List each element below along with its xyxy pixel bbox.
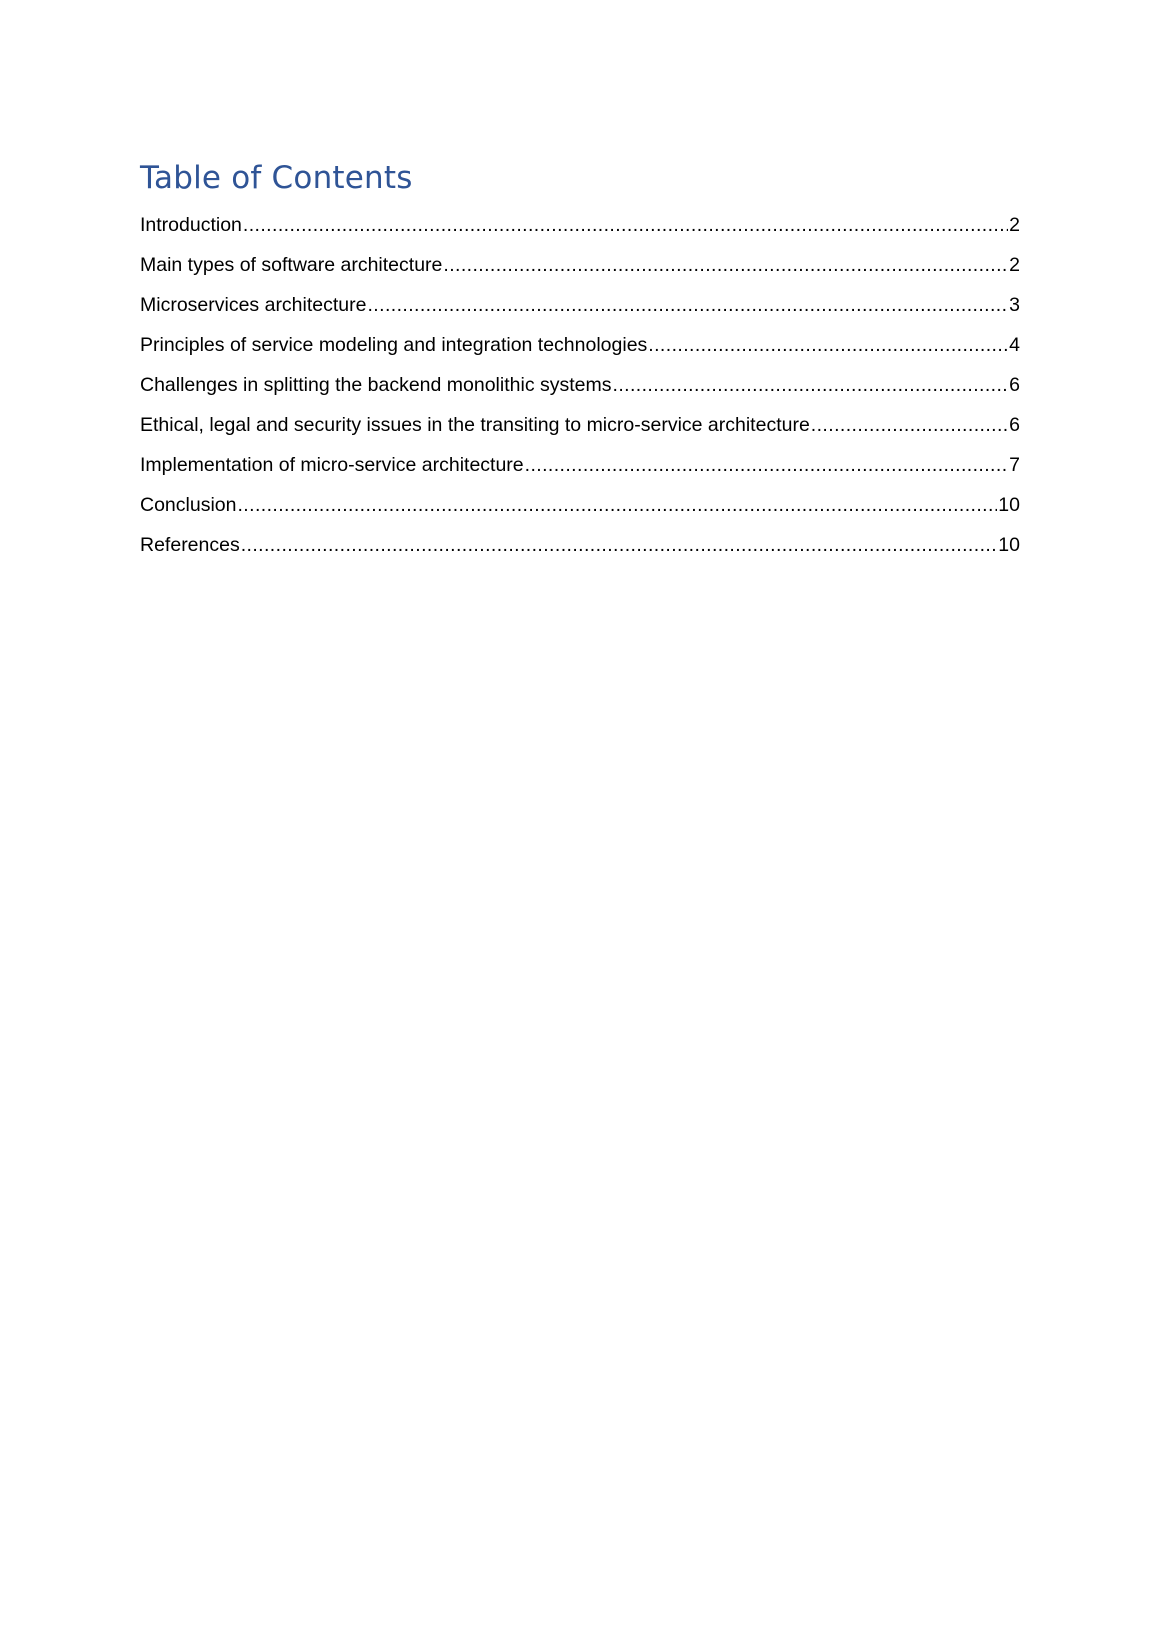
toc-dot-leader — [525, 445, 1009, 485]
toc-entry-label: Conclusion — [140, 494, 237, 516]
toc-entry-page-number: 10 — [998, 534, 1020, 556]
toc-entry-label: Microservices architecture — [140, 294, 367, 316]
toc-entry-page-number: 4 — [1009, 334, 1020, 356]
toc-entry-label: Principles of service modeling and integration technologies — [140, 334, 648, 356]
toc-entry-page-number: 10 — [998, 494, 1020, 516]
toc-entry-page-number: 2 — [1009, 254, 1020, 276]
toc-dot-leader — [648, 325, 1008, 365]
toc-entry-microservices[interactable] — [140, 285, 1020, 325]
table-of-contents — [140, 158, 1020, 565]
toc-entry-page-number: 7 — [1009, 454, 1020, 476]
toc-entry-label: Main types of software architecture — [140, 254, 443, 276]
toc-entry-label: Introduction — [140, 214, 242, 236]
toc-entry-label: Challenges in splitting the backend monolithic systems — [140, 374, 612, 396]
toc-title: Table of Contents — [140, 160, 413, 196]
toc-entry-main-types[interactable] — [140, 245, 1020, 285]
toc-entry-introduction[interactable] — [140, 205, 1020, 245]
toc-dot-leader — [237, 485, 997, 525]
toc-entry-label: Implementation of micro-service architecture — [140, 454, 524, 476]
toc-entry-page-number: 2 — [1009, 214, 1020, 236]
toc-entry-conclusion[interactable] — [140, 485, 1020, 525]
toc-dot-leader — [367, 285, 1008, 325]
toc-dot-leader — [613, 365, 1009, 405]
toc-dot-leader — [243, 205, 1008, 245]
toc-entry-challenges[interactable] — [140, 365, 1020, 405]
toc-entry-ethical[interactable] — [140, 405, 1020, 445]
toc-dot-leader — [241, 525, 998, 565]
toc-entry-page-number: 3 — [1009, 294, 1020, 316]
toc-entry-page-number: 6 — [1009, 414, 1020, 436]
toc-entry-implementation[interactable] — [140, 445, 1020, 485]
toc-entry-label: Ethical, legal and security issues in the transiting to micro-service architecture — [140, 414, 810, 436]
toc-entry-label: References — [140, 534, 240, 556]
toc-dot-leader — [811, 405, 1008, 445]
toc-entry-page-number: 6 — [1009, 374, 1020, 396]
toc-entry-references[interactable] — [140, 525, 1020, 565]
toc-list — [140, 205, 1020, 565]
toc-dot-leader — [443, 245, 1008, 285]
toc-entry-principles[interactable] — [140, 325, 1020, 365]
